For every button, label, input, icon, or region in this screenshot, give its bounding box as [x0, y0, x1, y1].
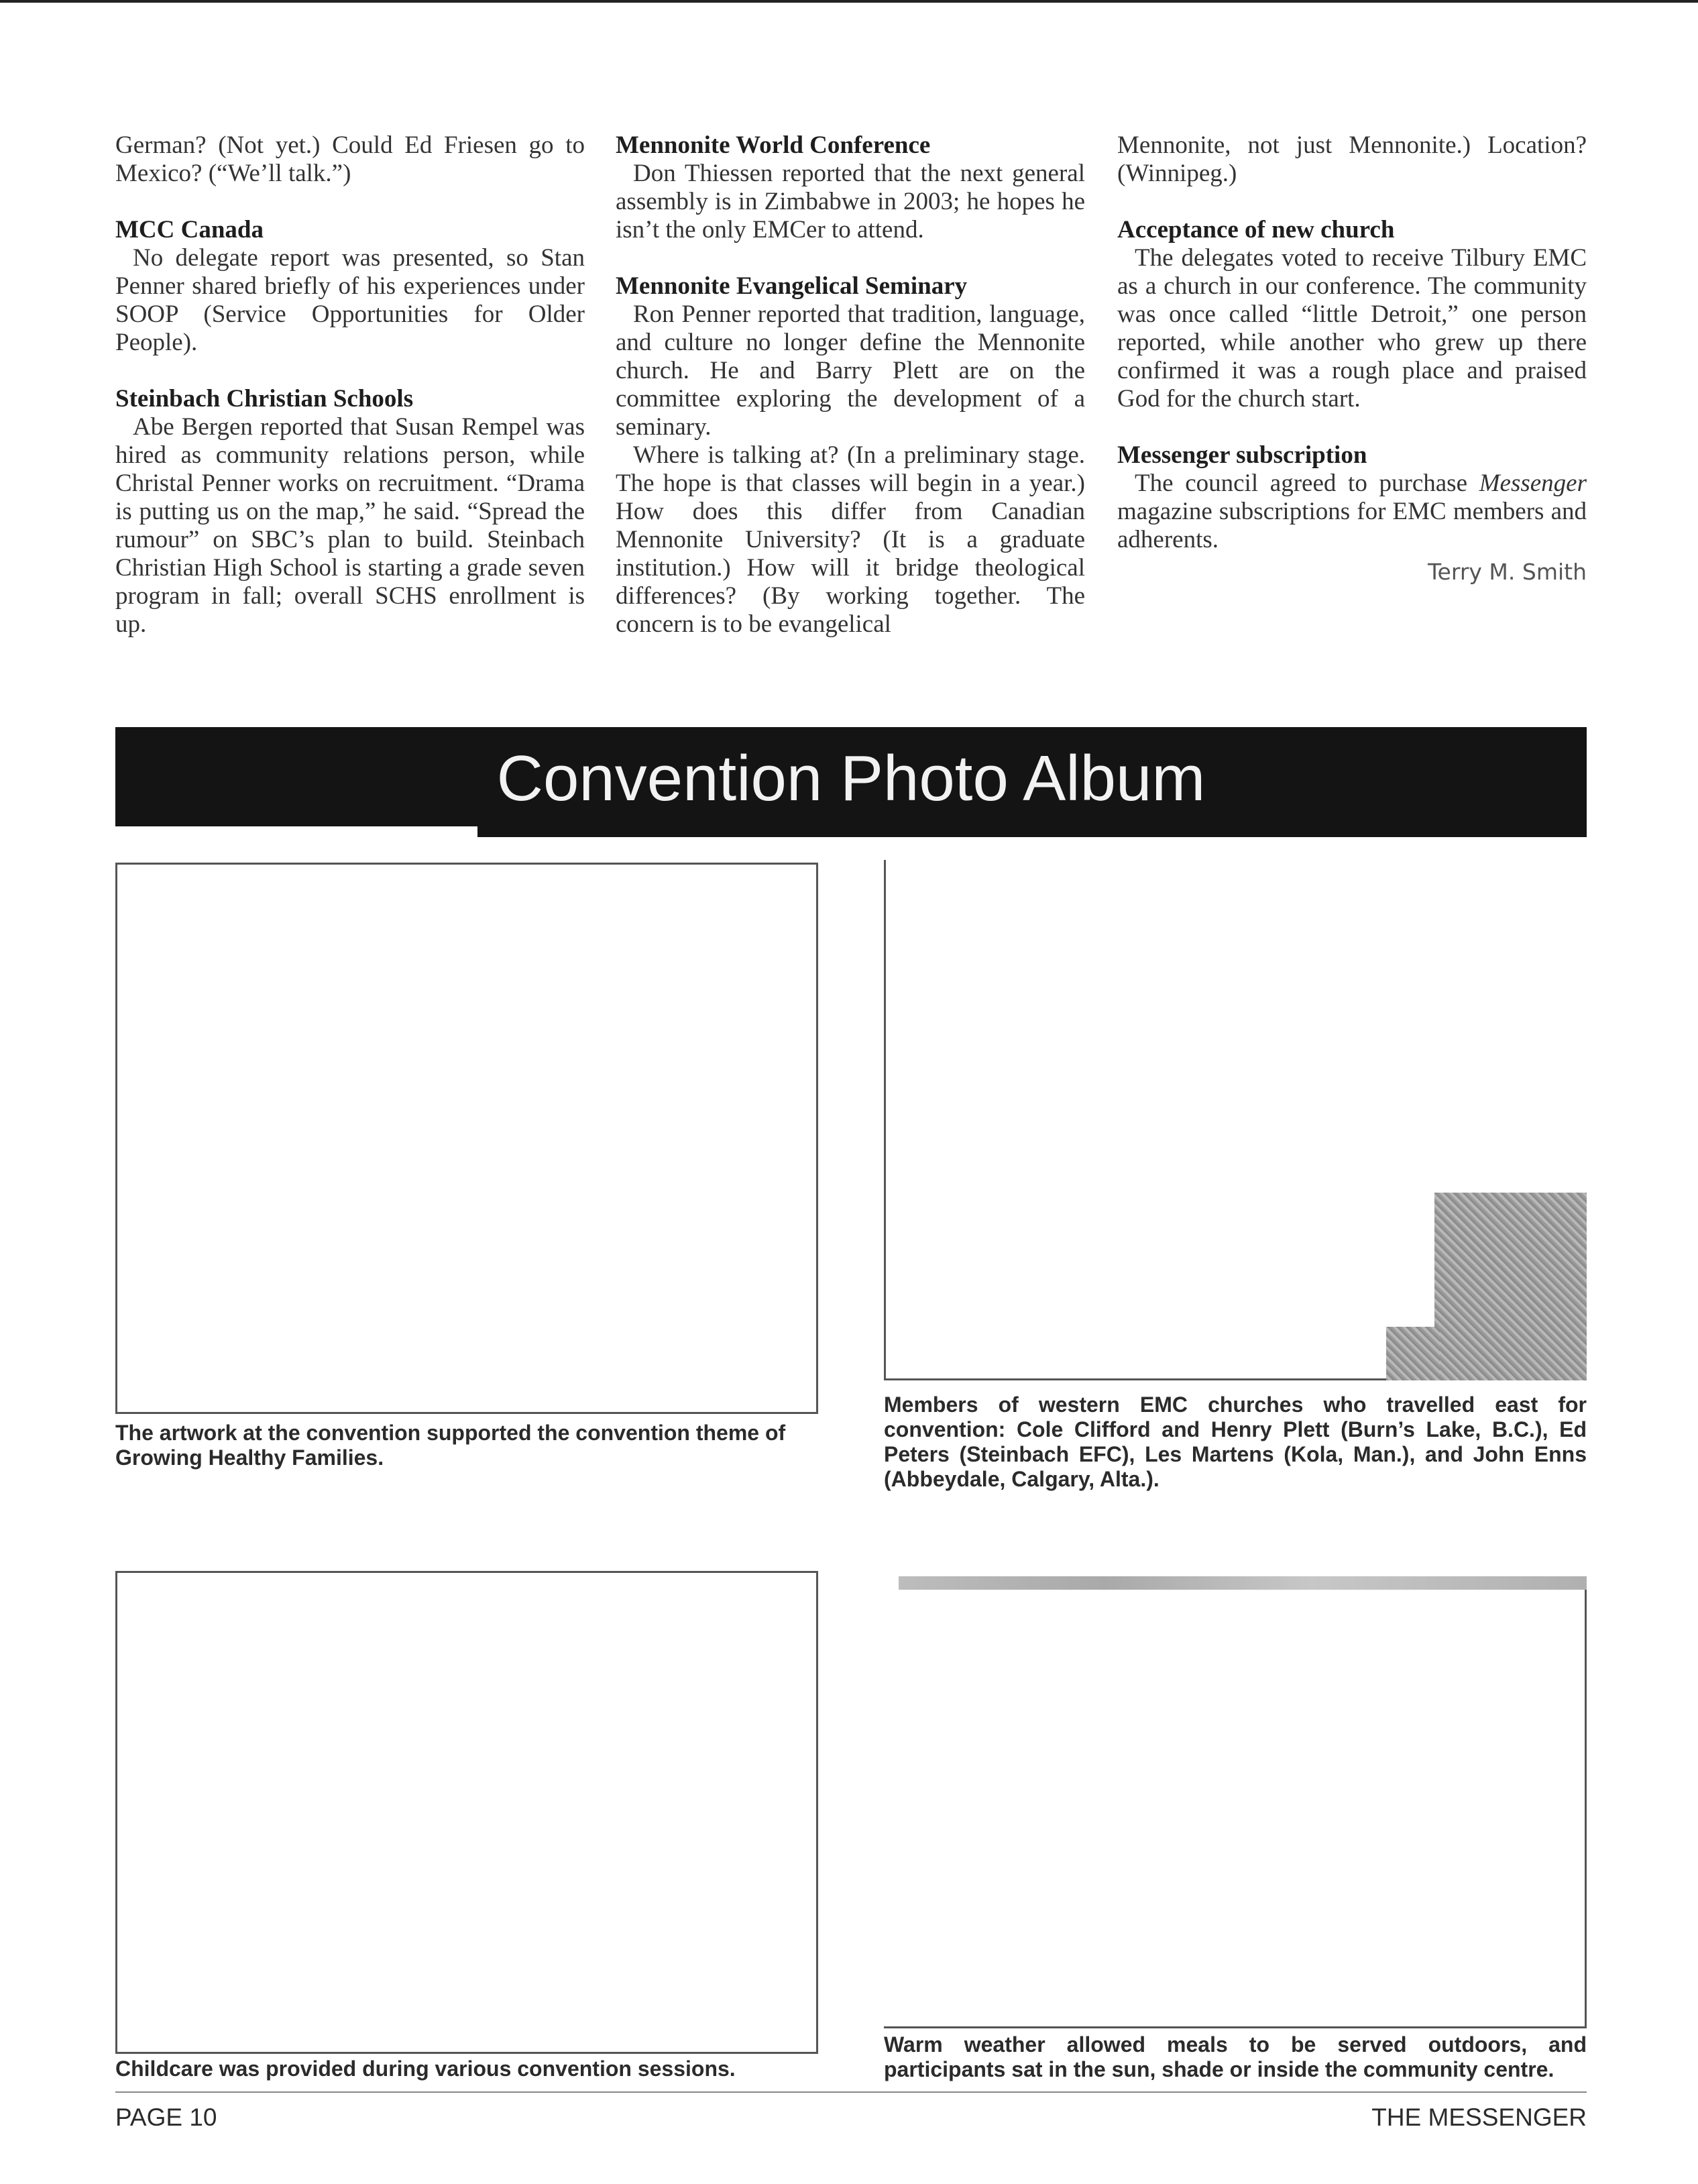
paragraph: No delegate report was presented, so Stan Penner shared briefly of his experiences under SOOP (Service Opportunities for Older People). — [115, 244, 585, 356]
photo-fragment — [1434, 1193, 1587, 1380]
photo-childcare — [115, 1571, 818, 2054]
text-run: The council agreed to purchase — [1135, 470, 1479, 497]
paragraph: German? (Not yet.) Could Ed Friesen go to Mexico? (“We’ll talk.”) — [115, 131, 585, 187]
publication-name: Messenger — [1479, 470, 1587, 497]
photo-western-members — [884, 860, 1587, 1380]
caption-artwork: The artwork at the convention supported the convention theme of Growing Healthy Families. — [115, 1421, 786, 1470]
page-number: PAGE 10 — [115, 2104, 217, 2131]
photo-fragment — [899, 1576, 1587, 1591]
photo-album-title: Convention Photo Album — [496, 743, 1206, 814]
caption-western-members: Members of western EMC churches who travelled east for convention: Cole Clifford and Henry Plett (Burn’s Lake, B.C.), Ed Peters (Steinbach EFC), Les Martens (Kola, Man.), and John Enns (Abbeydale, Calgary, Alta.). — [884, 1393, 1587, 1491]
section-heading-acceptance-of-new-church: Acceptance of new church — [1117, 216, 1395, 243]
article-column-2 — [616, 131, 1085, 639]
publication-name-footer: THE MESSENGER — [1371, 2104, 1587, 2131]
article-column-1 — [115, 131, 585, 639]
photo-outdoor-meals — [884, 1590, 1587, 2028]
paragraph: Mennonite, not just Mennonite.) Location? (Winnipeg.) — [1117, 131, 1587, 187]
author-byline: Terry M. Smith — [1428, 559, 1587, 585]
paragraph: Don Thiessen reported that the next general assembly is in Zimbabwe in 2003; he hopes he isn’t the only EMCer to attend. — [616, 160, 1085, 243]
photo-artwork — [115, 863, 818, 1414]
photo-fragment — [1386, 1327, 1440, 1380]
caption-childcare: Childcare was provided during various convention sessions. — [115, 2057, 736, 2081]
paragraph: Ron Penner reported that tradition, language, and culture no longer define the Mennonite church. He and Barry Plett are on the committee exploring the development of a seminary. — [616, 301, 1085, 441]
text-run: magazine subscriptions for EMC members and adherents. — [1117, 498, 1587, 553]
caption-outdoor-meals: Warm weather allowed meals to be served outdoors, and participants sat in the sun, shade or inside the community centre. — [884, 2032, 1587, 2081]
footer-rule — [115, 2091, 1587, 2093]
section-heading-messenger-subscription: Messenger subscription — [1117, 441, 1367, 469]
page-top-border — [0, 0, 1698, 3]
paragraph: Abe Bergen reported that Susan Rempel was hired as community relations person, while Christal Penner works on recruitment. “Drama is putting us on the map,” he said. “Spread the rumour” on SBC’s plan to build. Steinbach Christian High School is starting a grade seven program in fall; overall SCHS enrollment is up. — [115, 413, 585, 638]
paragraph: Where is talking at? (In a preliminary stage. The hope is that classes will begin in a year.) How does this differ from Canadian Mennonite University? (It is a graduate institution.) How will it bridge theological differences? (By working together. The concern is to be evangelical — [616, 441, 1085, 638]
section-heading-steinbach-christian-schools: Steinbach Christian Schools — [115, 385, 414, 413]
banner-notch — [115, 826, 477, 840]
section-heading-mennonite-evangelical-seminary: Mennonite Evangelical Seminary — [616, 272, 968, 300]
paragraph: The delegates voted to receive Tilbury EMC as a church in our conference. The community was once called “little Detroit,” one person reported, while another who grew up there confirmed it was a rough place and praised God for the church start. — [1117, 244, 1587, 413]
article-column-3 — [1117, 131, 1587, 586]
photo-album-banner — [115, 727, 1587, 837]
paragraph — [1117, 470, 1587, 554]
section-heading-mcc-canada: MCC Canada — [115, 216, 264, 243]
section-heading-mennonite-world-conference: Mennonite World Conference — [616, 131, 931, 159]
